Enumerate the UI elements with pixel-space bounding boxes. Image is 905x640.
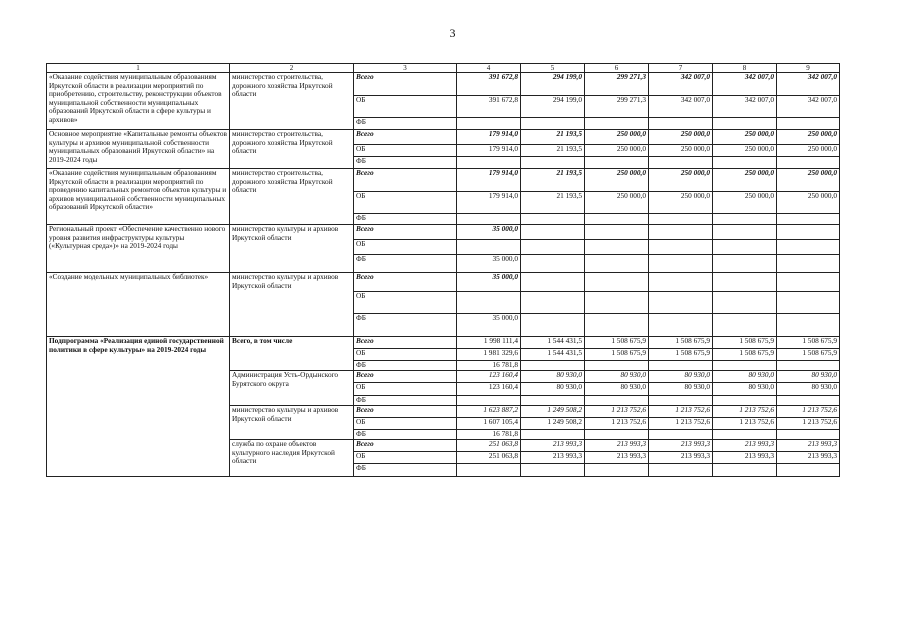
- value-cell: [713, 273, 777, 292]
- value-cell: [521, 255, 585, 273]
- table-row: [47, 273, 840, 292]
- value-cell: [585, 255, 649, 273]
- value-cell: 16 781,8: [457, 430, 521, 440]
- value-cell: [713, 361, 777, 371]
- value-cell: [649, 292, 713, 314]
- funding-type: ОБ: [354, 192, 457, 214]
- value-cell: [713, 430, 777, 440]
- value-cell: 179 914,0: [457, 130, 521, 145]
- value-cell: 21 193,5: [521, 192, 585, 214]
- value-cell: [777, 273, 840, 292]
- value-cell: 213 993,3: [521, 440, 585, 452]
- value-cell: 179 914,0: [457, 145, 521, 157]
- value-cell: [649, 273, 713, 292]
- funding-type: ОБ: [354, 292, 457, 314]
- funding-type: Всего: [354, 225, 457, 240]
- value-cell: 1 508 675,9: [777, 337, 840, 349]
- value-cell: [713, 255, 777, 273]
- value-cell: 35 000,0: [457, 273, 521, 292]
- value-cell: [777, 118, 840, 130]
- funding-type: ФБ: [354, 464, 457, 477]
- funding-type: ФБ: [354, 430, 457, 440]
- activity-name: «Создание модельных муниципальных библиотек»: [47, 273, 230, 337]
- value-cell: [521, 464, 585, 477]
- funding-type: Всего: [354, 273, 457, 292]
- value-cell: 391 672,8: [457, 96, 521, 118]
- funding-type: ОБ: [354, 383, 457, 396]
- value-cell: [777, 292, 840, 314]
- executor: министерство строительства, дорожного хозяйства Иркутской области: [230, 73, 354, 130]
- value-cell: 80 930,0: [521, 383, 585, 396]
- value-cell: 294 199,0: [521, 73, 585, 96]
- value-cell: [777, 361, 840, 371]
- value-cell: 21 193,5: [521, 169, 585, 192]
- value-cell: [585, 225, 649, 240]
- value-cell: [777, 464, 840, 477]
- value-cell: 1 607 105,4: [457, 418, 521, 430]
- value-cell: [649, 157, 713, 169]
- value-cell: 213 993,3: [713, 452, 777, 464]
- value-cell: [713, 214, 777, 225]
- executor: служба по охране объектов культурного наследия Иркутской области: [230, 440, 354, 477]
- subprogram-name: Подпрограмма «Реализация единой государственной политики в сфере культуры» на 2019-2024 годы: [47, 337, 230, 477]
- value-cell: 342 007,0: [777, 73, 840, 96]
- column-number: 5: [521, 64, 585, 73]
- value-cell: [457, 292, 521, 314]
- value-cell: [521, 225, 585, 240]
- value-cell: 123 160,4: [457, 383, 521, 396]
- value-cell: [585, 157, 649, 169]
- executor: министерство строительства, дорожного хозяйства Иркутской области: [230, 169, 354, 225]
- funding-type: ОБ: [354, 240, 457, 255]
- value-cell: 342 007,0: [713, 73, 777, 96]
- value-cell: [521, 430, 585, 440]
- funding-type: Всего: [354, 406, 457, 418]
- value-cell: 250 000,0: [713, 130, 777, 145]
- funding-type: ОБ: [354, 349, 457, 361]
- value-cell: 179 914,0: [457, 192, 521, 214]
- value-cell: 1 213 752,6: [777, 406, 840, 418]
- page-number: 3: [449, 26, 456, 40]
- executor: министерство культуры и архивов Иркутской области: [230, 406, 354, 440]
- value-cell: 1 544 431,5: [521, 349, 585, 361]
- value-cell: [521, 214, 585, 225]
- value-cell: 1 213 752,6: [649, 406, 713, 418]
- value-cell: [713, 118, 777, 130]
- value-cell: 1 213 752,6: [585, 418, 649, 430]
- value-cell: [649, 214, 713, 225]
- value-cell: 80 930,0: [777, 371, 840, 383]
- budget-table: [46, 63, 840, 477]
- value-cell: 250 000,0: [649, 145, 713, 157]
- funding-type: ФБ: [354, 396, 457, 406]
- value-cell: 213 993,3: [777, 452, 840, 464]
- value-cell: 342 007,0: [649, 73, 713, 96]
- value-cell: 250 000,0: [649, 169, 713, 192]
- value-cell: [713, 292, 777, 314]
- value-cell: [521, 157, 585, 169]
- value-cell: 21 193,5: [521, 130, 585, 145]
- value-cell: [777, 225, 840, 240]
- value-cell: [585, 430, 649, 440]
- funding-type: Всего: [354, 440, 457, 452]
- value-cell: [777, 214, 840, 225]
- value-cell: 21 193,5: [521, 145, 585, 157]
- value-cell: [777, 157, 840, 169]
- funding-type: ОБ: [354, 452, 457, 464]
- funding-type: ОБ: [354, 145, 457, 157]
- value-cell: [585, 273, 649, 292]
- value-cell: 1 508 675,9: [713, 337, 777, 349]
- column-number: 3: [354, 64, 457, 73]
- value-cell: 213 993,3: [585, 440, 649, 452]
- value-cell: 250 000,0: [713, 169, 777, 192]
- funding-type: ФБ: [354, 255, 457, 273]
- value-cell: 80 930,0: [585, 383, 649, 396]
- value-cell: 1 213 752,6: [713, 406, 777, 418]
- value-cell: 80 930,0: [777, 383, 840, 396]
- executor: Администрация Усть-Ордынского Бурятского округа: [230, 371, 354, 406]
- value-cell: 250 000,0: [777, 169, 840, 192]
- value-cell: 250 000,0: [585, 192, 649, 214]
- value-cell: 1 213 752,6: [713, 418, 777, 430]
- value-cell: [713, 225, 777, 240]
- funding-type: ФБ: [354, 118, 457, 130]
- activity-name: Региональный проект «Обеспечение качественно нового уровня развития инфраструктуры культуры («Культурная среда»)» на 2019-2024 годы: [47, 225, 230, 273]
- value-cell: [777, 314, 840, 337]
- value-cell: 391 672,8: [457, 73, 521, 96]
- value-cell: [585, 118, 649, 130]
- value-cell: [713, 240, 777, 255]
- value-cell: 80 930,0: [649, 383, 713, 396]
- value-cell: 1 623 887,2: [457, 406, 521, 418]
- funding-type: ФБ: [354, 157, 457, 169]
- value-cell: 342 007,0: [649, 96, 713, 118]
- value-cell: [585, 464, 649, 477]
- value-cell: 16 781,8: [457, 361, 521, 371]
- executor: министерство культуры и архивов Иркутской области: [230, 273, 354, 337]
- value-cell: [649, 430, 713, 440]
- value-cell: 35 000,0: [457, 225, 521, 240]
- column-number: 1: [47, 64, 230, 73]
- value-cell: [521, 118, 585, 130]
- value-cell: 80 930,0: [649, 371, 713, 383]
- value-cell: 1 213 752,6: [777, 418, 840, 430]
- value-cell: [649, 361, 713, 371]
- value-cell: [777, 396, 840, 406]
- value-cell: 213 993,3: [777, 440, 840, 452]
- value-cell: 1 508 675,9: [585, 337, 649, 349]
- activity-name: Основное мероприятие «Капитальные ремонты объектов культуры и архивов муниципальной собственности муниципальных образований Иркутской области» на 2019-2024 годы: [47, 130, 230, 169]
- value-cell: 123 160,4: [457, 371, 521, 383]
- value-cell: 251 063,8: [457, 452, 521, 464]
- value-cell: [777, 240, 840, 255]
- value-cell: 1 213 752,6: [585, 406, 649, 418]
- value-cell: 250 000,0: [777, 192, 840, 214]
- executor: министерство строительства, дорожного хозяйства Иркутской области: [230, 130, 354, 169]
- value-cell: 80 930,0: [521, 371, 585, 383]
- funding-type: Всего: [354, 371, 457, 383]
- value-cell: [713, 157, 777, 169]
- value-cell: [649, 118, 713, 130]
- value-cell: 299 271,3: [585, 96, 649, 118]
- value-cell: [585, 292, 649, 314]
- value-cell: 1 508 675,9: [585, 349, 649, 361]
- table-row: [47, 73, 840, 96]
- executor: министерство культуры и архивов Иркутской области: [230, 225, 354, 273]
- value-cell: [585, 240, 649, 255]
- value-cell: 250 000,0: [649, 130, 713, 145]
- funding-type: ОБ: [354, 418, 457, 430]
- value-cell: 250 000,0: [585, 169, 649, 192]
- value-cell: 1 213 752,6: [649, 418, 713, 430]
- value-cell: [649, 396, 713, 406]
- value-cell: [649, 240, 713, 255]
- column-number: 2: [230, 64, 354, 73]
- value-cell: 250 000,0: [777, 130, 840, 145]
- header-row: [47, 64, 840, 73]
- table-row: [47, 337, 840, 349]
- value-cell: 299 271,3: [585, 73, 649, 96]
- value-cell: 250 000,0: [713, 145, 777, 157]
- value-cell: [649, 255, 713, 273]
- value-cell: 213 993,3: [649, 440, 713, 452]
- value-cell: 250 000,0: [649, 192, 713, 214]
- funding-type: Всего: [354, 130, 457, 145]
- value-cell: [457, 396, 521, 406]
- column-number: 9: [777, 64, 840, 73]
- value-cell: 1 981 329,6: [457, 349, 521, 361]
- value-cell: 1 508 675,9: [777, 349, 840, 361]
- table-row: [47, 225, 840, 240]
- value-cell: 213 993,3: [585, 452, 649, 464]
- value-cell: 294 199,0: [521, 96, 585, 118]
- value-cell: 1 249 508,2: [521, 418, 585, 430]
- value-cell: [521, 396, 585, 406]
- table-row: [47, 130, 840, 145]
- value-cell: [713, 396, 777, 406]
- value-cell: 213 993,3: [649, 452, 713, 464]
- value-cell: 1 249 508,2: [521, 406, 585, 418]
- value-cell: 35 000,0: [457, 255, 521, 273]
- value-cell: 250 000,0: [585, 145, 649, 157]
- value-cell: 342 007,0: [777, 96, 840, 118]
- value-cell: 251 063,8: [457, 440, 521, 452]
- value-cell: [713, 314, 777, 337]
- value-cell: 179 914,0: [457, 169, 521, 192]
- funding-type: ОБ: [354, 96, 457, 118]
- value-cell: 1 508 675,9: [649, 337, 713, 349]
- funding-type: Всего: [354, 169, 457, 192]
- value-cell: 1 508 675,9: [713, 349, 777, 361]
- value-cell: [585, 361, 649, 371]
- value-cell: [585, 314, 649, 337]
- value-cell: [585, 214, 649, 225]
- value-cell: 1 544 431,5: [521, 337, 585, 349]
- column-number: 8: [713, 64, 777, 73]
- value-cell: 213 993,3: [521, 452, 585, 464]
- activity-name: «Оказание содействия муниципальным образованиям Иркутской области в реализации мероприятий по проведению капитальных ремонтов объектов культуры и архивов муниципальной собственности муниципальных образований Иркутской области»: [47, 169, 230, 225]
- value-cell: [457, 118, 521, 130]
- value-cell: [649, 464, 713, 477]
- column-number: 7: [649, 64, 713, 73]
- value-cell: [585, 396, 649, 406]
- value-cell: [457, 240, 521, 255]
- value-cell: [457, 214, 521, 225]
- funding-type: Всего: [354, 73, 457, 96]
- value-cell: [713, 464, 777, 477]
- value-cell: [457, 464, 521, 477]
- executor: Всего, в том числе: [230, 337, 354, 371]
- value-cell: 250 000,0: [777, 145, 840, 157]
- value-cell: [521, 240, 585, 255]
- value-cell: [649, 314, 713, 337]
- value-cell: 1 998 111,4: [457, 337, 521, 349]
- value-cell: [457, 157, 521, 169]
- value-cell: 80 930,0: [585, 371, 649, 383]
- funding-type: ФБ: [354, 314, 457, 337]
- value-cell: 250 000,0: [585, 130, 649, 145]
- value-cell: [521, 292, 585, 314]
- value-cell: 1 508 675,9: [649, 349, 713, 361]
- value-cell: 213 993,3: [713, 440, 777, 452]
- funding-type: ФБ: [354, 214, 457, 225]
- value-cell: [521, 361, 585, 371]
- value-cell: 342 007,0: [713, 96, 777, 118]
- value-cell: 250 000,0: [713, 192, 777, 214]
- value-cell: 35 000,0: [457, 314, 521, 337]
- table-row: [47, 169, 840, 192]
- value-cell: 80 930,0: [713, 383, 777, 396]
- value-cell: [521, 314, 585, 337]
- funding-type: ФБ: [354, 361, 457, 371]
- activity-name: «Оказание содействия муниципальным образованиям Иркутской области в реализации мероприятий по приобретению, строительству, реконструкции объектов муниципальной собственности муниципальных образований Иркутской области в сфере культуры и архивов»: [47, 73, 230, 130]
- value-cell: [521, 273, 585, 292]
- value-cell: [649, 225, 713, 240]
- column-number: 6: [585, 64, 649, 73]
- value-cell: 80 930,0: [713, 371, 777, 383]
- column-number: 4: [457, 64, 521, 73]
- funding-type: Всего: [354, 337, 457, 349]
- value-cell: [777, 430, 840, 440]
- value-cell: [777, 255, 840, 273]
